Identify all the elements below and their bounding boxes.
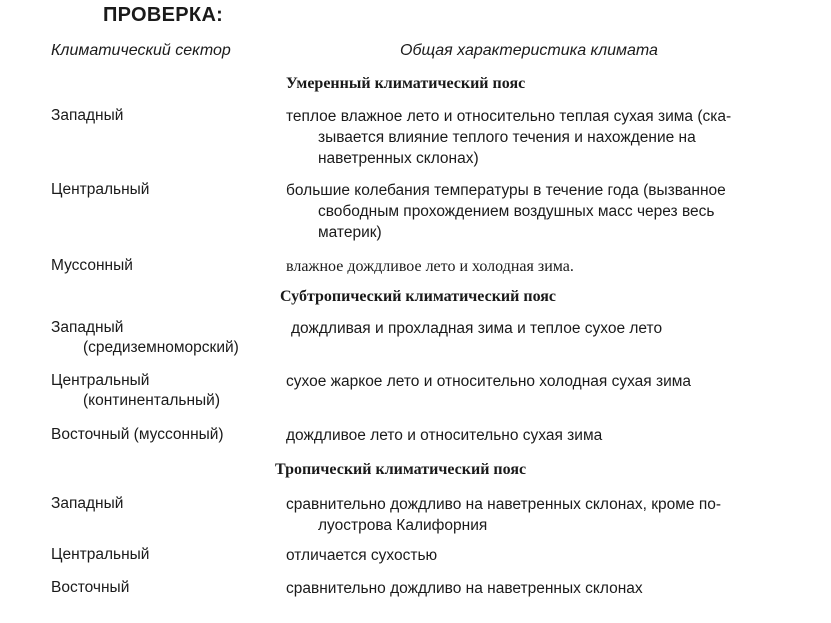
description-tropical-western xyxy=(286,494,721,536)
sector-tropical-eastern: Восточный xyxy=(51,579,130,596)
sector-line: (средиземноморский) xyxy=(83,339,239,356)
description-line: влажное дождливое лето и холодная зима. xyxy=(286,258,574,275)
sector-line: Центральный xyxy=(51,372,150,389)
sector-subtropical-western xyxy=(51,318,239,358)
description-line: свободным прохождением воздушных масс через весь xyxy=(318,203,715,220)
description-tropical-central xyxy=(286,545,437,566)
description-line: наветренных склонах) xyxy=(318,150,479,167)
description-line: большие колебания температуры в течение года (вызванное xyxy=(286,182,726,199)
description-line: сухое жаркое лето и относительно холодная сухая зима xyxy=(286,373,692,390)
description-line: материк) xyxy=(318,224,382,241)
page-title: ПРОВЕРКА: xyxy=(103,4,224,26)
zone-heading-subtropical: Субтропический климатический пояс xyxy=(280,288,557,305)
description-line: сравнительно дождливо на наветренных склонах, кроме по- xyxy=(286,496,722,513)
sector-temperate-western: Западный xyxy=(51,107,124,124)
description-temperate-monsoon xyxy=(286,256,574,277)
description-subtropical-central xyxy=(286,371,691,392)
sector-subtropical-central xyxy=(51,371,220,411)
description-line: сравнительно дождливо на наветренных склонах xyxy=(286,580,643,597)
column-header-characteristic: Общая характеристика климата xyxy=(400,42,658,59)
sector-line: Западный xyxy=(51,319,124,336)
description-line: отличается сухостью xyxy=(286,547,438,564)
description-temperate-central xyxy=(286,180,726,243)
sector-tropical-western: Западный xyxy=(51,495,124,512)
description-subtropical-eastern xyxy=(286,425,602,446)
description-line: дождливое лето и относительно сухая зима xyxy=(286,427,603,444)
zone-heading-tropical: Тропический климатический пояс xyxy=(275,461,527,478)
sector-temperate-monsoon: Муссонный xyxy=(51,257,133,274)
zone-heading-temperate: Умеренный климатический пояс xyxy=(286,75,526,92)
sector-tropical-central: Центральный xyxy=(51,546,150,563)
description-line: луострова Калифорния xyxy=(318,517,488,534)
description-subtropical-western xyxy=(291,318,662,339)
sector-subtropical-eastern: Восточный (муссонный) xyxy=(51,426,224,443)
description-line: дождливая и прохладная зима и теплое сухое лето xyxy=(291,320,663,337)
description-line: зывается влияние теплого течения и нахождение на xyxy=(318,129,696,146)
description-temperate-western xyxy=(286,106,731,169)
description-tropical-eastern xyxy=(286,578,643,599)
sector-line: (континентальный) xyxy=(83,392,220,409)
column-header-sector: Климатический сектор xyxy=(51,42,231,59)
description-line: теплое влажное лето и относительно теплая сухая зима (ска- xyxy=(286,108,732,125)
sector-temperate-central: Центральный xyxy=(51,181,150,198)
